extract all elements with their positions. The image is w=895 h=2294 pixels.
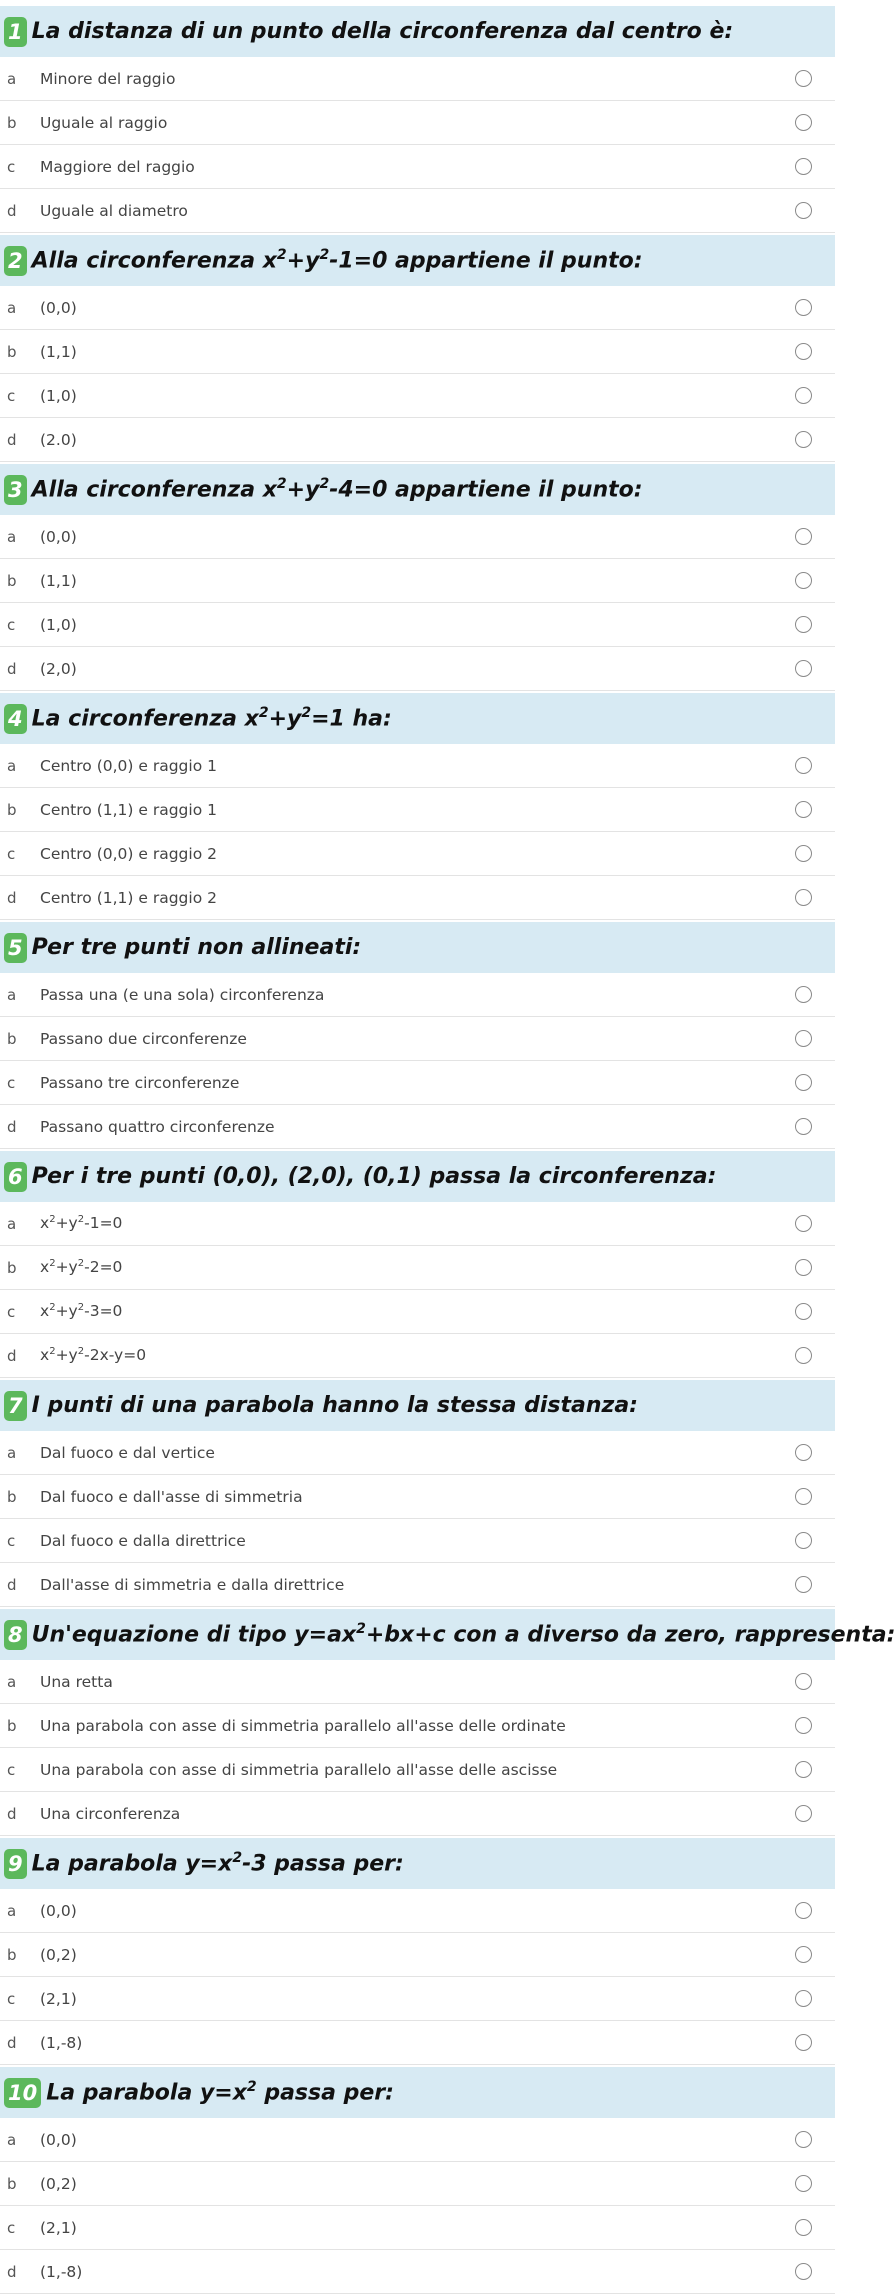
option-text-part: (0,0) <box>40 298 77 317</box>
question-text <box>32 1850 404 1876</box>
radio-button[interactable] <box>795 1074 812 1091</box>
option-letter: b <box>7 113 17 132</box>
option-text-part: (1,0) <box>40 615 77 634</box>
superscript: 2 <box>276 476 287 493</box>
option-text <box>40 1258 795 1276</box>
question-header <box>0 1380 835 1431</box>
answer-option-c[interactable] <box>0 1290 835 1334</box>
question-block <box>0 1151 835 1378</box>
superscript: 2 <box>77 1214 85 1226</box>
option-letter: b <box>7 571 17 590</box>
answer-option-c[interactable] <box>0 603 835 647</box>
option-text-part: +y <box>55 1346 78 1365</box>
answer-option-d[interactable] <box>0 2021 835 2065</box>
option-letter: b <box>7 342 17 361</box>
answer-option-d[interactable] <box>0 189 835 233</box>
question-block <box>0 235 835 462</box>
question-number-badge: 9 <box>4 1849 27 1879</box>
option-text <box>40 1576 795 1594</box>
option-text-part: -2x-y=0 <box>84 1346 147 1365</box>
answer-option-c[interactable] <box>0 1977 835 2021</box>
question-number-badge: 3 <box>4 475 27 505</box>
option-text <box>40 1717 795 1735</box>
radio-button[interactable] <box>795 801 812 818</box>
question-number-badge: 1 <box>4 17 27 47</box>
option-text <box>40 616 795 634</box>
option-text <box>40 2131 795 2149</box>
option-text-part: (2,0) <box>40 659 77 678</box>
answer-option-b[interactable] <box>0 1246 835 1290</box>
question-text <box>32 935 362 960</box>
answer-option-d[interactable] <box>0 1563 835 1607</box>
option-text-part: x <box>40 1258 50 1277</box>
radio-button[interactable] <box>795 387 812 404</box>
question-text-part: Alla circonferenza x <box>31 248 277 274</box>
option-text-part: (0,0) <box>40 1901 77 1920</box>
answer-option-c[interactable] <box>0 145 835 189</box>
answer-option-c[interactable] <box>0 374 835 418</box>
option-text-part: x <box>40 1346 50 1365</box>
option-text <box>40 986 795 1004</box>
option-letter: c <box>7 844 16 863</box>
option-letter: b <box>7 2174 17 2193</box>
option-text <box>40 1074 795 1092</box>
option-text-part: (0,0) <box>40 2130 77 2149</box>
option-text <box>40 660 795 678</box>
option-letter: a <box>7 756 17 775</box>
answer-option-d[interactable] <box>0 647 835 691</box>
answer-option-d[interactable] <box>0 1334 835 1378</box>
quiz-container <box>0 6 895 2294</box>
option-letter: d <box>7 1575 17 1594</box>
option-text-part: x <box>40 1302 50 1321</box>
answer-option-b[interactable] <box>0 101 835 145</box>
answer-option-a[interactable] <box>0 57 835 101</box>
option-letter: d <box>7 2033 17 2052</box>
answer-option-b[interactable] <box>0 1475 835 1519</box>
option-letter: b <box>7 1945 17 1964</box>
question-header <box>0 1838 835 1889</box>
answer-option-a[interactable] <box>0 1660 835 1704</box>
question-number-badge: 8 <box>4 1620 27 1650</box>
question-header <box>0 1151 835 1202</box>
option-letter: c <box>7 2218 16 2237</box>
radio-button[interactable] <box>795 1717 812 1734</box>
option-text <box>40 431 795 449</box>
option-text-part: (2.0) <box>40 430 77 449</box>
option-letter: c <box>7 1989 16 2008</box>
question-number-badge: 10 <box>4 2078 41 2108</box>
answer-option-d[interactable] <box>0 1792 835 1836</box>
superscript: 2 <box>258 705 269 722</box>
radio-button[interactable] <box>795 2131 812 2148</box>
radio-button[interactable] <box>795 2263 812 2280</box>
radio-button[interactable] <box>795 1902 812 1919</box>
option-text <box>40 158 795 176</box>
question-number-badge: 4 <box>4 704 27 734</box>
option-letter: a <box>7 1672 17 1691</box>
option-letter: b <box>7 1716 17 1735</box>
option-text-part: x <box>40 1214 50 1233</box>
radio-button[interactable] <box>795 1303 812 1320</box>
option-text <box>40 114 795 132</box>
option-text <box>40 387 795 405</box>
answer-option-a[interactable] <box>0 2118 835 2162</box>
option-text-part: Una retta <box>40 1672 113 1691</box>
option-text-part: Maggiore del raggio <box>40 157 195 176</box>
question-number-badge: 5 <box>4 933 27 963</box>
question-block <box>0 1380 835 1607</box>
answer-option-c[interactable] <box>0 832 835 876</box>
superscript: 2 <box>356 1621 366 1638</box>
option-text <box>40 572 795 590</box>
answer-option-b[interactable] <box>0 2162 835 2206</box>
question-text <box>46 2079 394 2105</box>
radio-button[interactable] <box>795 158 812 175</box>
question-text-part: Un'equazione di tipo y=ax <box>31 1622 357 1648</box>
option-letter: a <box>7 69 17 88</box>
option-letter: d <box>7 430 17 449</box>
option-letter: c <box>7 1073 16 1092</box>
superscript: 2 <box>49 1346 56 1358</box>
option-text <box>40 757 795 775</box>
answer-option-a[interactable] <box>0 286 835 330</box>
answer-option-a[interactable] <box>0 1889 835 1933</box>
question-header <box>0 693 835 744</box>
question-number-badge: 6 <box>4 1162 27 1192</box>
question-text-part: Alla circonferenza x <box>31 477 277 503</box>
radio-button[interactable] <box>795 1990 812 2007</box>
option-text-part: Uguale al raggio <box>40 113 168 132</box>
option-letter: b <box>7 1029 17 1048</box>
radio-button[interactable] <box>795 2219 812 2236</box>
question-block <box>0 464 835 691</box>
option-text <box>40 1346 795 1364</box>
question-text-part: Per tre punti non allineati: <box>31 935 362 960</box>
option-text-part: (2,1) <box>40 2218 77 2237</box>
radio-button[interactable] <box>795 572 812 589</box>
question-text-part: Per i tre punti (0,0), (2,0), (0,1) passa la circonferenza: <box>31 1164 717 1189</box>
radio-button[interactable] <box>795 1030 812 1047</box>
superscript: 2 <box>276 247 287 264</box>
answer-option-d[interactable] <box>0 418 835 462</box>
option-text-part: Passano quattro circonferenze <box>40 1117 275 1136</box>
answer-option-b[interactable] <box>0 1017 835 1061</box>
radio-button[interactable] <box>795 1444 812 1461</box>
option-text <box>40 2034 795 2052</box>
option-text-part: Minore del raggio <box>40 69 176 88</box>
option-text <box>40 1532 795 1550</box>
radio-button[interactable] <box>795 1946 812 1963</box>
radio-button[interactable] <box>795 1576 812 1593</box>
radio-button[interactable] <box>795 1805 812 1822</box>
option-text-part: (1,-8) <box>40 2262 83 2281</box>
option-letter: d <box>7 1804 17 1823</box>
radio-button[interactable] <box>795 1532 812 1549</box>
superscript: 2 <box>77 1258 85 1270</box>
option-text <box>40 1902 795 1920</box>
option-letter: a <box>7 1214 17 1233</box>
superscript: 2 <box>77 1346 85 1358</box>
option-text-part: Dal fuoco e dall'asse di simmetria <box>40 1487 303 1506</box>
question-number-badge: 2 <box>4 246 27 276</box>
option-text <box>40 343 795 361</box>
superscript: 2 <box>49 1302 56 1314</box>
answer-option-d[interactable] <box>0 876 835 920</box>
question-text-part: -3 passa per: <box>242 1851 404 1877</box>
option-letter: c <box>7 1531 16 1550</box>
option-text-part: (0,0) <box>40 527 77 546</box>
option-text <box>40 1118 795 1136</box>
option-text-part: Dal fuoco e dalla direttrice <box>40 1531 246 1550</box>
option-letter: c <box>7 615 16 634</box>
answer-option-b[interactable] <box>0 559 835 603</box>
option-text <box>40 1030 795 1048</box>
option-letter: b <box>7 800 17 819</box>
option-text-part: +y <box>55 1214 78 1233</box>
option-text-part: Centro (1,1) e raggio 1 <box>40 800 217 819</box>
option-letter: c <box>7 157 16 176</box>
radio-button[interactable] <box>795 616 812 633</box>
option-letter: c <box>7 1760 16 1779</box>
option-letter: d <box>7 1117 17 1136</box>
option-text <box>40 2175 795 2193</box>
question-text-part: I punti di una parabola hanno la stessa distanza: <box>31 1393 638 1418</box>
question-text <box>32 1621 895 1647</box>
question-text-part: +y <box>286 477 320 503</box>
answer-option-b[interactable] <box>0 1704 835 1748</box>
option-letter: c <box>7 1302 16 1321</box>
option-text-part: Centro (0,0) e raggio 2 <box>40 844 217 863</box>
option-text-part: Passa una (e una sola) circonferenza <box>40 985 325 1004</box>
option-text-part: -2=0 <box>84 1258 123 1277</box>
option-text-part: (1,0) <box>40 386 77 405</box>
question-text-part: +y <box>268 706 302 732</box>
option-text-part: Una parabola con asse di simmetria parallelo all'asse delle ordinate <box>40 1716 566 1735</box>
option-text-part: (1,1) <box>40 342 77 361</box>
question-text-part: La circonferenza x <box>31 706 259 732</box>
radio-button[interactable] <box>795 528 812 545</box>
answer-option-d[interactable] <box>0 1105 835 1149</box>
radio-button[interactable] <box>795 757 812 774</box>
option-text <box>40 1444 795 1462</box>
option-text <box>40 1214 795 1232</box>
option-letter: a <box>7 1901 17 1920</box>
superscript: 2 <box>49 1258 56 1270</box>
superscript: 2 <box>77 1302 85 1314</box>
question-header <box>0 6 835 57</box>
answer-option-c[interactable] <box>0 1061 835 1105</box>
option-letter: a <box>7 1443 17 1462</box>
superscript: 2 <box>319 476 330 493</box>
question-header <box>0 2067 835 2118</box>
question-block <box>0 6 835 233</box>
option-text <box>40 1990 795 2008</box>
question-text <box>32 476 643 502</box>
option-text <box>40 801 795 819</box>
answer-option-a[interactable] <box>0 1431 835 1475</box>
option-text <box>40 528 795 546</box>
option-text <box>40 1946 795 1964</box>
option-text-part: (1,-8) <box>40 2033 83 2052</box>
option-text-part: +y <box>55 1258 78 1277</box>
answer-option-a[interactable] <box>0 973 835 1017</box>
option-text-part: Centro (0,0) e raggio 1 <box>40 756 217 775</box>
question-text <box>32 19 734 44</box>
answer-option-d[interactable] <box>0 2250 835 2294</box>
question-text-part: La parabola y=x <box>46 2080 247 2106</box>
radio-button[interactable] <box>795 1761 812 1778</box>
radio-button[interactable] <box>795 1118 812 1135</box>
question-text <box>32 705 392 731</box>
question-text-part: passa per: <box>256 2080 394 2106</box>
option-text <box>40 202 795 220</box>
radio-button[interactable] <box>795 1215 812 1232</box>
question-block <box>0 1609 895 1836</box>
radio-button[interactable] <box>795 1673 812 1690</box>
question-number-badge: 7 <box>4 1391 27 1421</box>
option-text <box>40 1805 795 1823</box>
option-text-part: (0,2) <box>40 1945 77 1964</box>
radio-button[interactable] <box>795 299 812 316</box>
option-letter: d <box>7 888 17 907</box>
option-text <box>40 1761 795 1779</box>
question-text-part: +y <box>286 248 320 274</box>
option-text <box>40 1673 795 1691</box>
option-letter: a <box>7 298 17 317</box>
option-text-part: +y <box>55 1302 78 1321</box>
answer-option-c[interactable] <box>0 2206 835 2250</box>
radio-button[interactable] <box>795 2034 812 2051</box>
answer-option-b[interactable] <box>0 330 835 374</box>
question-text-part: -1=0 appartiene il punto: <box>329 248 643 274</box>
option-text-part: Uguale al diametro <box>40 201 188 220</box>
radio-button[interactable] <box>795 660 812 677</box>
radio-button[interactable] <box>795 986 812 1003</box>
option-text <box>40 2219 795 2237</box>
answer-option-a[interactable] <box>0 744 835 788</box>
option-letter: d <box>7 2262 17 2281</box>
question-text-part: La parabola y=x <box>31 1851 233 1877</box>
question-block <box>0 2067 835 2294</box>
option-text-part: Una parabola con asse di simmetria parallelo all'asse delle ascisse <box>40 1760 558 1779</box>
radio-button[interactable] <box>795 845 812 862</box>
radio-button[interactable] <box>795 889 812 906</box>
option-text-part: (0,2) <box>40 2174 77 2193</box>
answer-option-b[interactable] <box>0 788 835 832</box>
option-text <box>40 889 795 907</box>
option-text-part: Passano due circonferenze <box>40 1029 247 1048</box>
answer-option-a[interactable] <box>0 515 835 559</box>
question-header <box>0 1609 895 1660</box>
superscript: 2 <box>246 2079 257 2096</box>
superscript: 2 <box>232 1850 243 1867</box>
question-text <box>32 247 643 273</box>
question-text-part: La distanza di un punto della circonferenza dal centro è: <box>31 19 734 44</box>
superscript: 2 <box>319 247 330 264</box>
question-block <box>0 922 835 1149</box>
question-block <box>0 1838 835 2065</box>
option-letter: b <box>7 1487 17 1506</box>
radio-button[interactable] <box>795 2175 812 2192</box>
option-text-part: Centro (1,1) e raggio 2 <box>40 888 217 907</box>
answer-option-c[interactable] <box>0 1519 835 1563</box>
radio-button[interactable] <box>795 343 812 360</box>
option-text-part: -1=0 <box>84 1214 123 1233</box>
question-header <box>0 464 835 515</box>
option-letter: a <box>7 985 17 1004</box>
option-text <box>40 2263 795 2281</box>
option-text-part: -3=0 <box>84 1302 123 1321</box>
option-text <box>40 299 795 317</box>
question-header <box>0 922 835 973</box>
radio-button[interactable] <box>795 1259 812 1276</box>
question-text <box>32 1164 717 1189</box>
question-text-part: =1 ha: <box>311 706 392 732</box>
option-letter: c <box>7 386 16 405</box>
answer-option-c[interactable] <box>0 1748 835 1792</box>
option-letter: d <box>7 659 17 678</box>
question-text-part: +bx+c con a diverso da zero, rappresenta: <box>365 1622 895 1648</box>
question-header <box>0 235 835 286</box>
option-letter: a <box>7 527 17 546</box>
answer-option-b[interactable] <box>0 1933 835 1977</box>
radio-button[interactable] <box>795 114 812 131</box>
option-letter: d <box>7 201 17 220</box>
option-letter: b <box>7 1258 17 1277</box>
option-text-part: Passano tre circonferenze <box>40 1073 240 1092</box>
radio-button[interactable] <box>795 202 812 219</box>
option-text-part: Una circonferenza <box>40 1804 181 1823</box>
option-text <box>40 70 795 88</box>
radio-button[interactable] <box>795 1347 812 1364</box>
question-text <box>32 1393 638 1418</box>
question-text-part: -4=0 appartiene il punto: <box>329 477 643 503</box>
radio-button[interactable] <box>795 70 812 87</box>
option-letter: a <box>7 2130 17 2149</box>
question-block <box>0 693 835 920</box>
radio-button[interactable] <box>795 431 812 448</box>
option-text <box>40 1302 795 1320</box>
radio-button[interactable] <box>795 1488 812 1505</box>
option-text-part: Dall'asse di simmetria e dalla direttrice <box>40 1575 345 1594</box>
superscript: 2 <box>49 1214 56 1226</box>
option-text <box>40 845 795 863</box>
option-text <box>40 1488 795 1506</box>
option-text-part: Dal fuoco e dal vertice <box>40 1443 215 1462</box>
option-letter: d <box>7 1346 17 1365</box>
option-text-part: (2,1) <box>40 1989 77 2008</box>
superscript: 2 <box>301 705 312 722</box>
option-text-part: (1,1) <box>40 571 77 590</box>
answer-option-a[interactable] <box>0 1202 835 1246</box>
